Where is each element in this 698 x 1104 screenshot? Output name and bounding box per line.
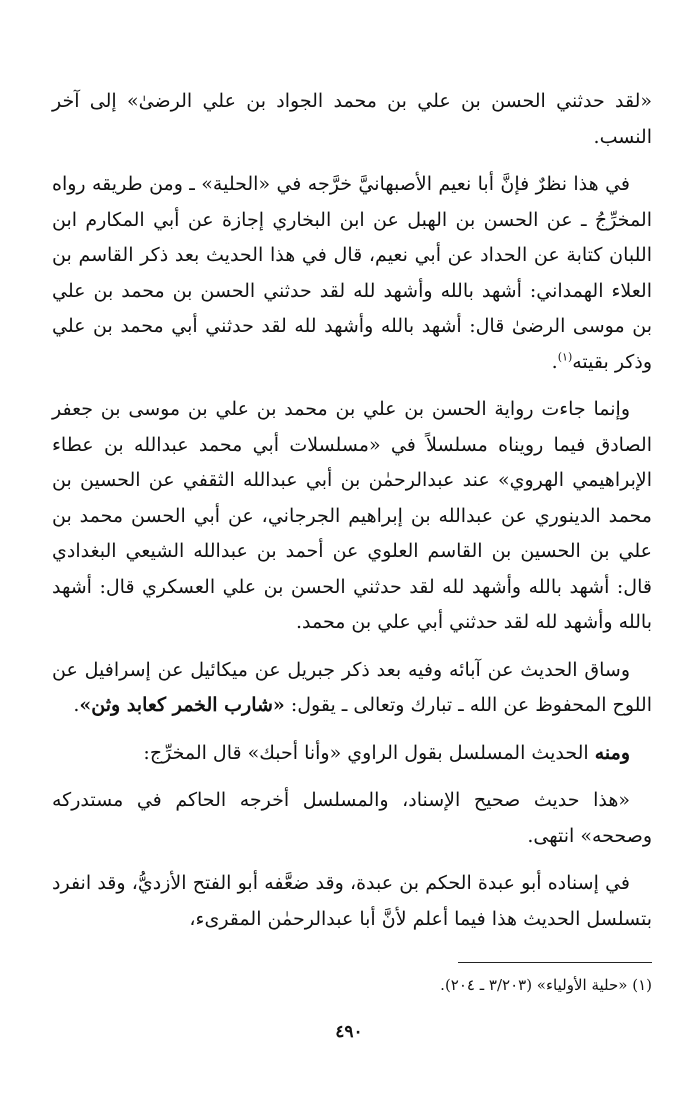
- paragraph-2: [52, 167, 652, 380]
- paragraph-2-end: .: [551, 350, 558, 373]
- footnote-divider: [458, 962, 652, 963]
- paragraph-5-bold-lead: ومنه: [594, 741, 630, 764]
- paragraph-5: [52, 736, 652, 772]
- paragraph-4-bold-quote: «شارب الخمر كعابد وثن»: [79, 694, 285, 716]
- paragraph-7: [52, 866, 652, 937]
- paragraph-3-text: وإنما جاءت رواية الحسن بن علي بن محمد بن علي بن موسى بن جعفر الصادق فيما رويناه مسلسلاً في «مسلسلات أبي محمد عبدالله بن عطاء الإبراهيمي الهروي» عند عبدالرحمٰن بن أبي عبدالله الثقفي عن الحسين بن محمد الدينوري عن عبدالله بن إبراهيم الجرجاني، عن أبي الحسن محمد بن علي بن الحسين بن القاسم العلوي عن أحمد بن عبدالله الشيعي البغدادي قال: أشهد بالله وأشهد لله لقد حدثني الحسن بن علي العسكري قال: أشهد بالله وأشهد لله لقد حدثني أبي علي بن محمد.: [52, 398, 652, 633]
- footnote-text: «حلية الأولياء» (٣/٢٠٣ ـ ٢٠٤).: [440, 976, 628, 994]
- paragraph-7-text: في إسناده أبو عبدة الحكم بن عبدة، وقد ضعَّفه أبو الفتح الأزديُّ، وقد انفرد بتسلسل الحديث هذا فيما أعلم لأنَّ أبا عبدالرحمٰن المقرىء،: [52, 872, 652, 930]
- page-number: ٤٩٠: [335, 1022, 363, 1042]
- paragraph-5-text: الحديث المسلسل بقول الراوي «وأنا أحبك» قال المخرِّج:: [143, 741, 589, 764]
- footnote-reference[interactable]: (١): [557, 350, 573, 364]
- footnote-number: (١): [632, 976, 652, 994]
- paragraph-1: [52, 84, 652, 155]
- main-text: [52, 84, 652, 949]
- paragraph-4: [52, 653, 652, 724]
- paragraph-4-text: وساق الحديث عن آبائه وفيه بعد ذكر جبريل عن ميكائيل عن إسرافيل عن اللوح المحفوظ عن الله ـ تبارك وتعالى ـ يقول:: [52, 658, 652, 716]
- paragraph-3: [52, 392, 652, 641]
- paragraph-1-text: «لقد حدثني الحسن بن علي بن محمد الجواد بن علي الرضىٰ» إلى آخر النسب.: [52, 90, 652, 148]
- paragraph-6: [52, 783, 652, 854]
- paragraph-6-text: «هذا حديث صحيح الإسناد، والمسلسل أخرجه الحاكم في مستدركه وصححه» انتهى.: [52, 789, 652, 847]
- footnote: [52, 972, 652, 998]
- paragraph-2-text: في هذا نظرٌ فإنَّ أبا نعيم الأصبهانيَّ خرَّجه في «الحلية» ـ ومن طريقه رواه المخرِّجُ ـ عن الحسن بن الهبل عن ابن البخاري إجازة عن أبي المكارم ابن اللبان كتابة عن الحداد عن أبي نعيم، قال في هذا الحديث بعد ذكر القاسم بن العلاء الهمداني: أشهد بالله وأشهد لله لقد حدثني الحسن بن محمد بن علي بن موسى الرضىٰ قال: أشهد بالله وأشهد لله لقد حدثني أبي محمد بن علي وذكر بقيته: [52, 173, 652, 373]
- paragraph-4-end: .: [73, 694, 80, 716]
